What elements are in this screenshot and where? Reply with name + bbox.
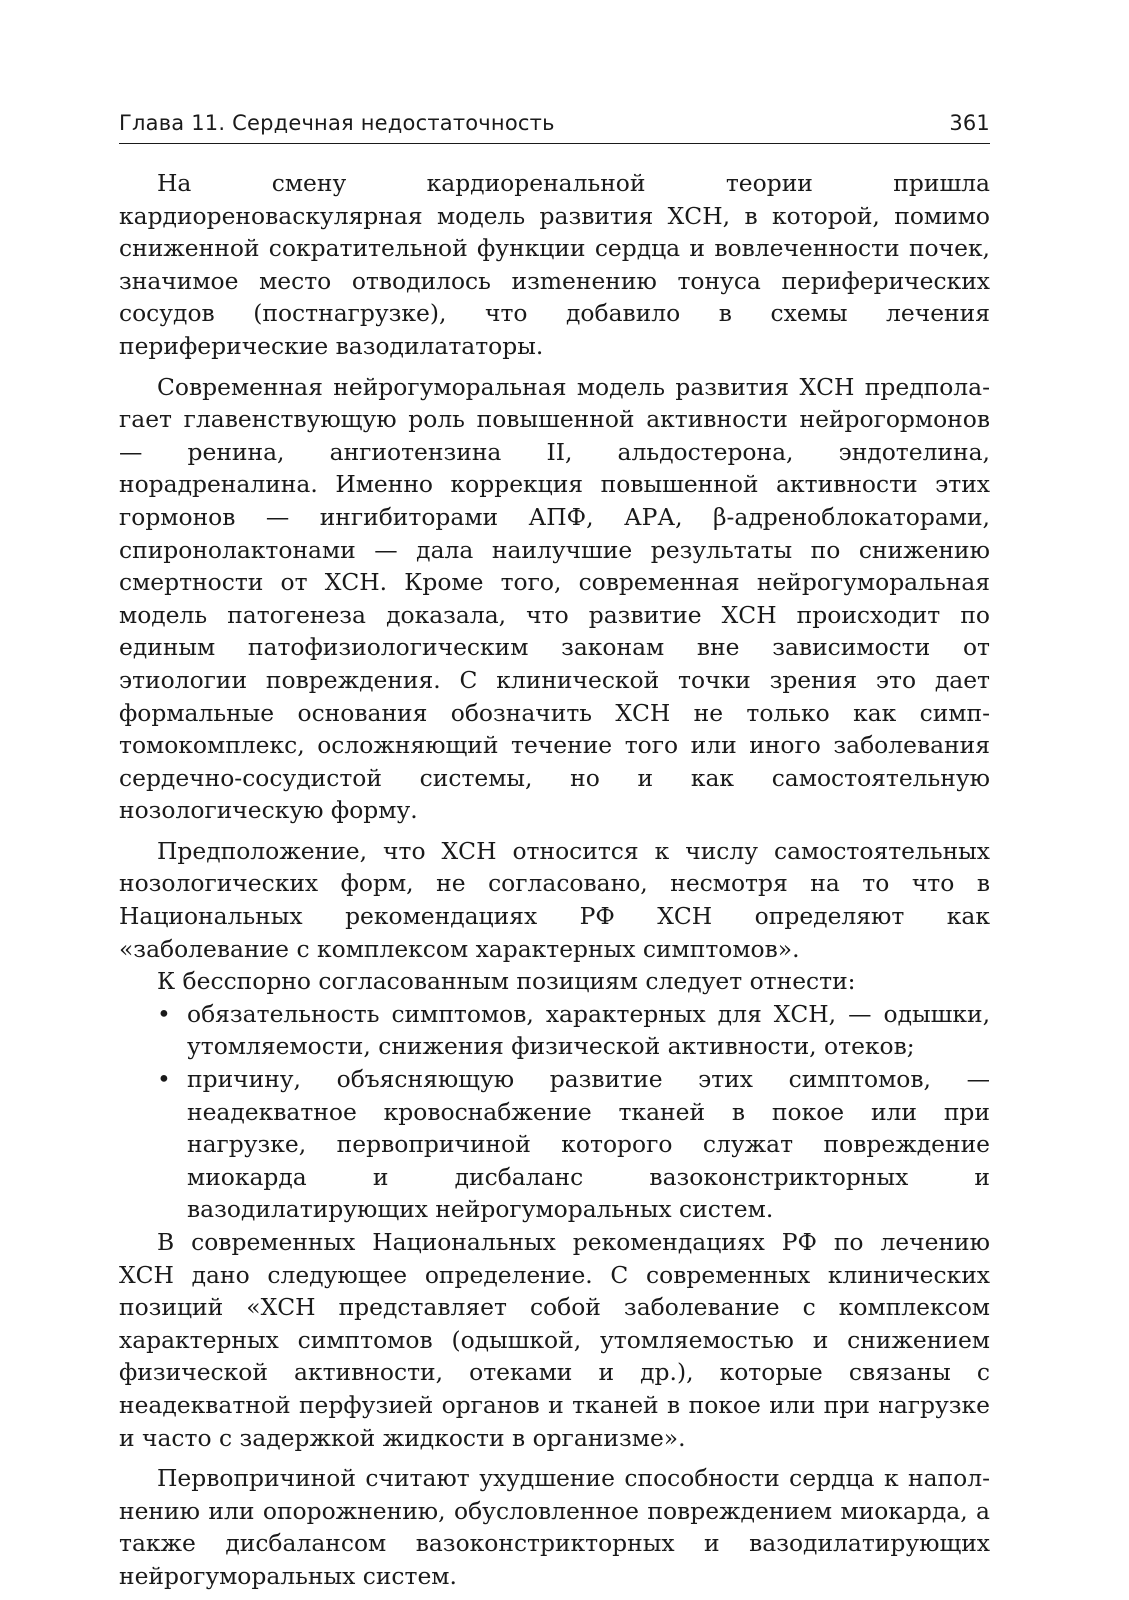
paragraph-nosological-form: Предположение, что ХСН относится к числу самостоятельных нозологических форм, не согласовано, несмотря на то что в Национальных рекомендациях РФ ХСН определяют как «заболевание с комплексом характерных симптомов».: [119, 836, 990, 963]
agreed-positions-list: [119, 998, 990, 1226]
paragraph-primary-cause: Первопричиной считают ухудшение способности сердца к наполнению или опорожнению, обусловленное повреждением миокарда, а также дисбалансом вазоконстрикторных и вазодилатирующих нейрогуморальных систем.: [119, 1464, 990, 1590]
paragraph-agreed-positions-intro: К бесспорно согласованным позициям следует отнести:: [157, 967, 856, 996]
paragraph-neurohumoral-model: Современная нейрогуморальная модель развития ХСН предполагает главенствующую роль повышенной активности нейрогормонов — ренина, ангиотензина II, альдостерона, эндотелина, норадреналина. Именно коррекция повышенной активности этих гормонов — ингибиторами АПФ, АРА, β-адреноблокаторами, спиронолактонами — дала наилучшие результаты по снижению смертности от ХСН. Кроме того, современная нейрогуморальная модель патогенеза доказала, что развитие ХСН происходит по единым патофизиологическим законам вне зависимости от этиологии повреждения. С клинической точки зрения это дает формальные основания обозначить ХСН не только как симптомокомплекс, осложняющий течение того или иного заболевания сердечно-сосудистой системы, но и как самостоятельную нозологическую форму.: [119, 372, 990, 825]
list-item-symptoms: • обязательность симптомов, характерных для ХСН, — одышки, утомляемости, снижения физической активности, отеков;: [119, 998, 990, 1063]
book-page: [119, 0, 990, 1600]
running-head: [119, 109, 990, 144]
paragraph-cardiorenovascular-model: На смену кардиоренальной теории пришла кардиореноваскулярная модель развития ХСН, в которой, помимо сниженной сократительной функции сердца и вовлеченности почек, значимое место отводилось изmенению тонуса периферических сосудов (постнагрузке), что добавило в схемы лечения периферические вазодилататоры.: [119, 169, 990, 360]
list-item-cause: • причину, объясняющую развитие этих симптомов, — неадекватное кровоснабжение тканей в покое или при нагрузке, первопричиной которого служат повреждение миокарда и дисбаланс вазоконстрикторных и вазодилатирующих нейрогуморальных систем.: [119, 1063, 990, 1226]
chapter-title: Глава 11. Сердечная недостаточность: [119, 111, 555, 135]
page-number: 361: [949, 111, 990, 135]
body-text: [119, 167, 990, 1593]
paragraph-definition: В современных Национальных рекомендациях РФ по лечению ХСН дано следующее определение. С современных клинических позиций «ХСН представляет собой заболевание с комплексом характерных симптомов (одышкой, утомляемостью и снижением физической активности, отеками и др.), которые связаны с неадекватной перфузией органов и тканей в покое или при нагрузке и часто с задержкой жидкости в организме».: [119, 1228, 990, 1452]
